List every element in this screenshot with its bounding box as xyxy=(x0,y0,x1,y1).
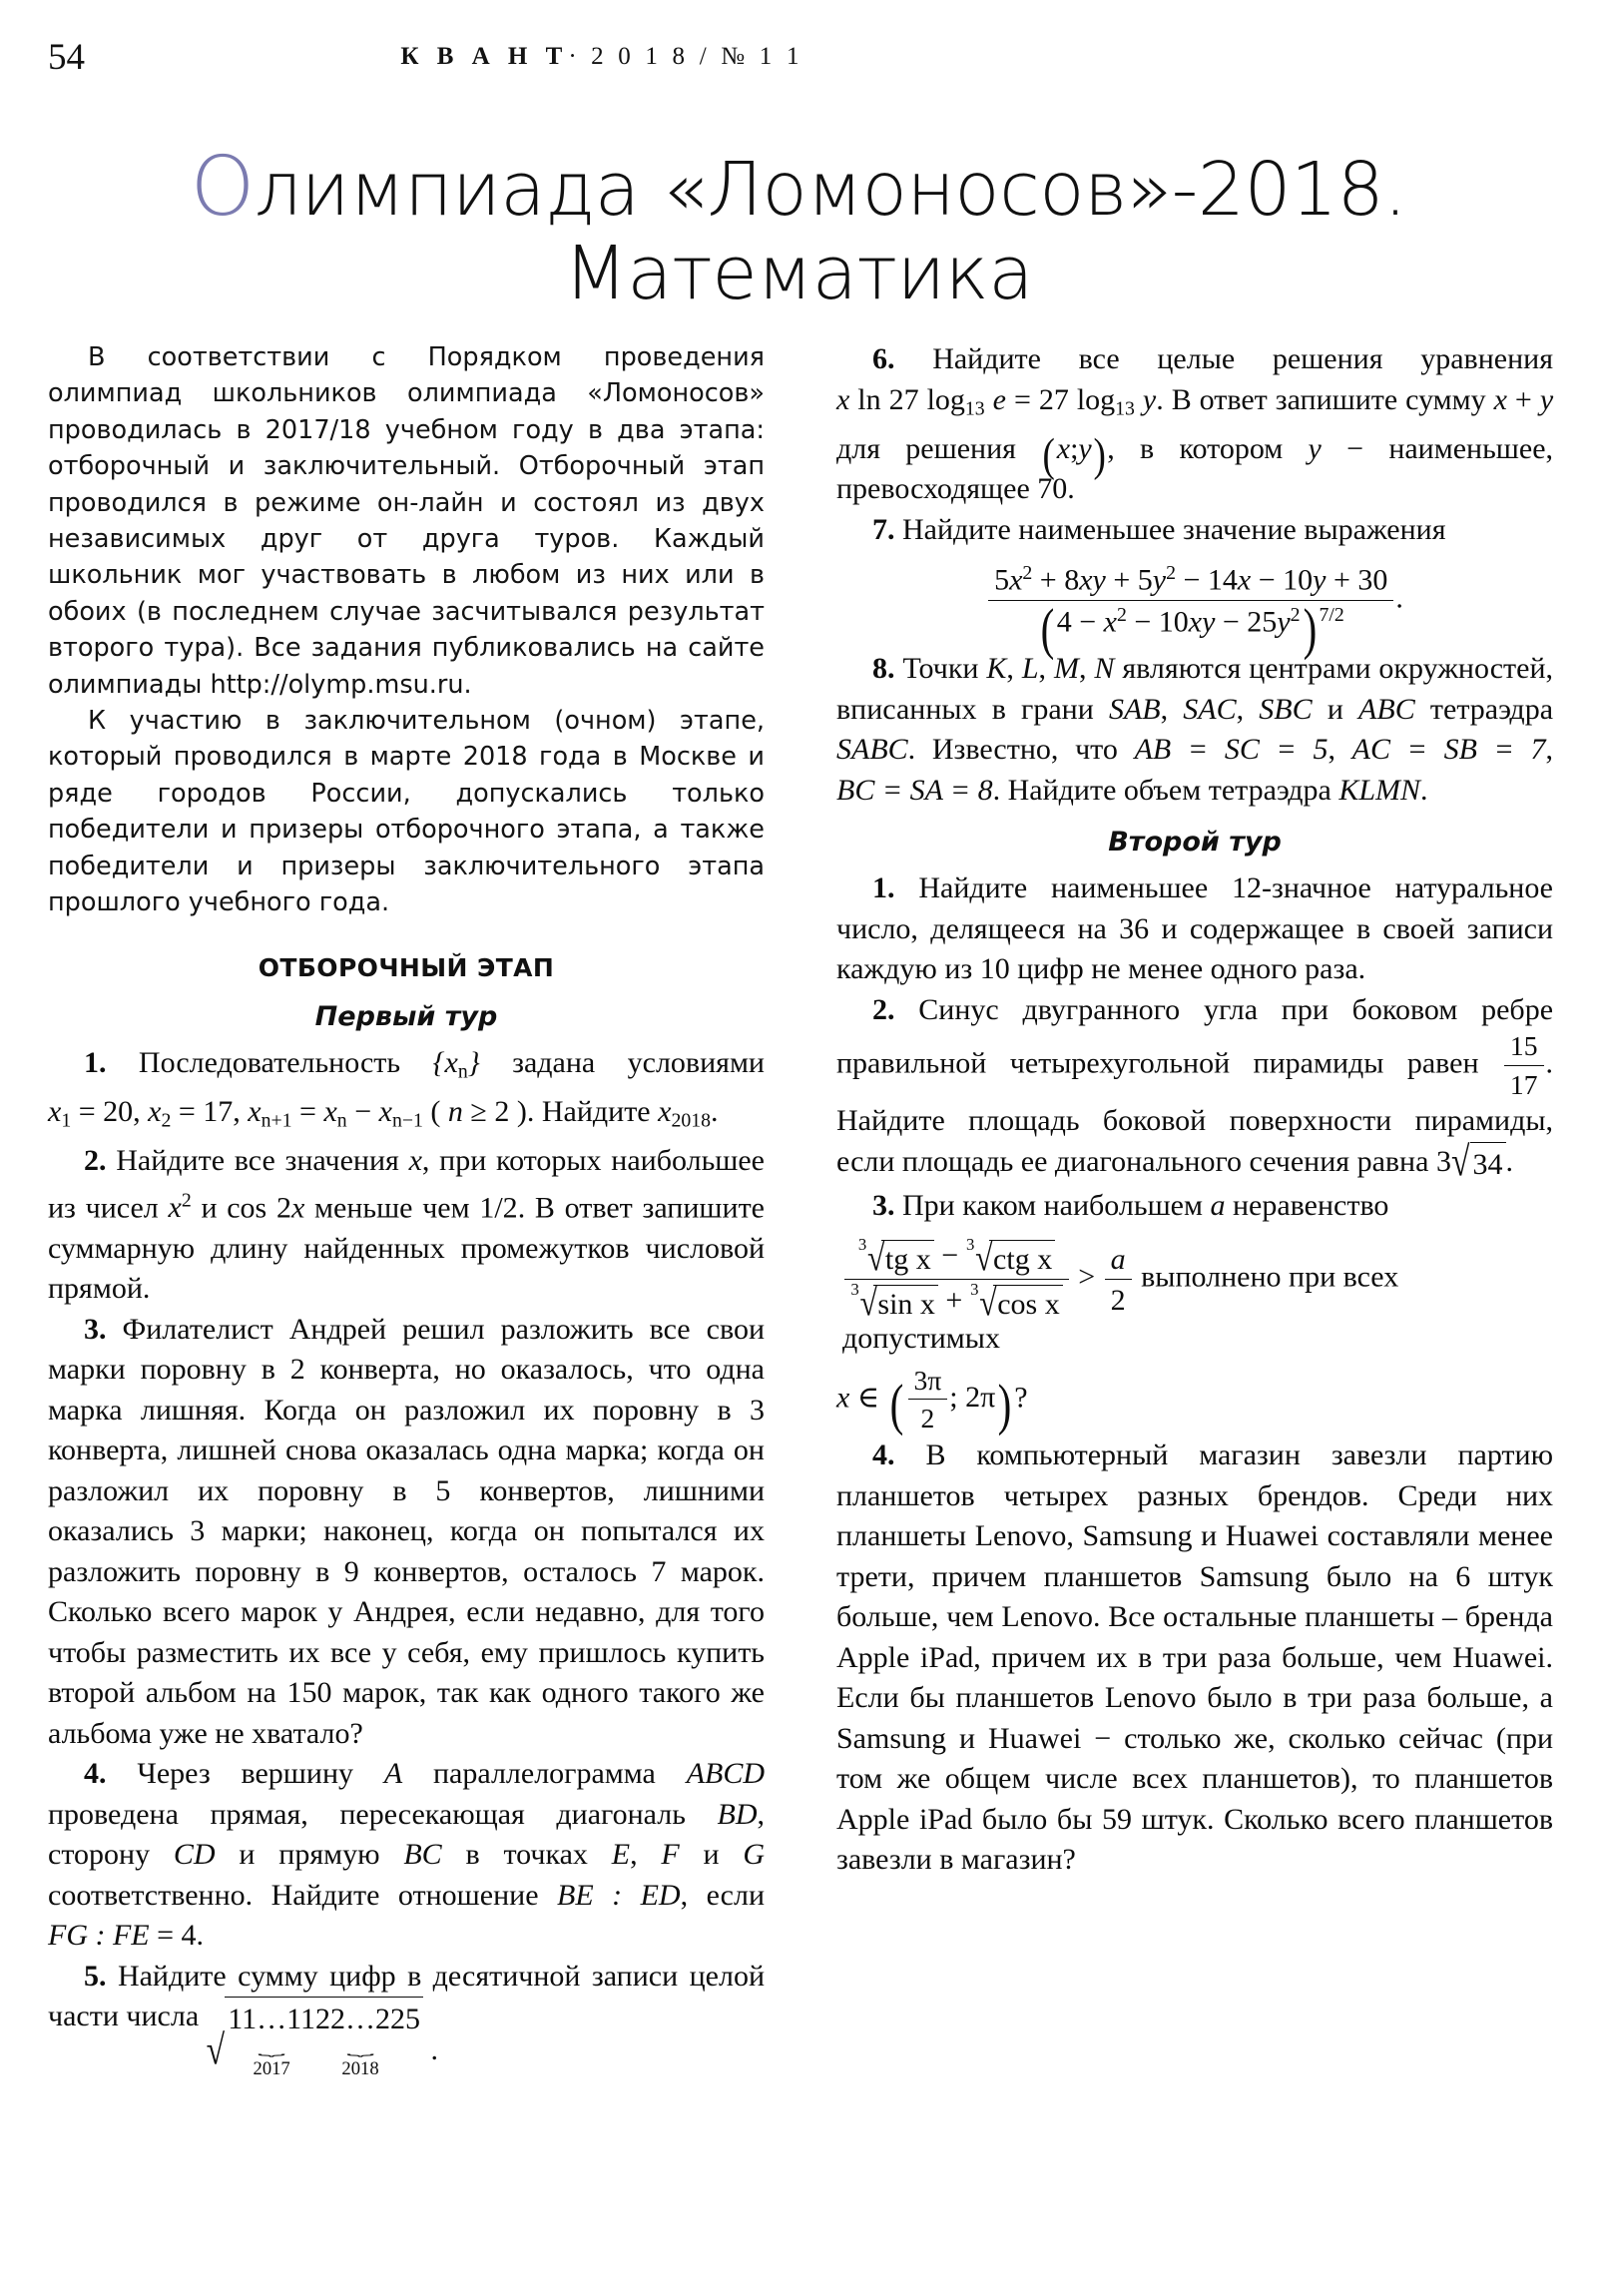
math-var-a: a xyxy=(1210,1188,1226,1222)
fraction-denominator: 2 xyxy=(1105,1279,1132,1318)
math-point-k: K xyxy=(986,652,1007,686)
minus-sign: − xyxy=(941,1239,959,1273)
problem-text: и xyxy=(703,1838,720,1872)
problem-text: ? xyxy=(1014,1381,1028,1415)
fraction-p7 xyxy=(988,562,1393,662)
math-bd: BD xyxy=(717,1797,758,1831)
problem-text: в точках xyxy=(465,1838,588,1872)
problem-text: . Найдите площадь боковой поверхности пирамиды, если площадь ее диагонального сечения равна xyxy=(836,1046,1553,1178)
radical-icon: √ xyxy=(975,1237,993,1279)
math-recurrence: $x_{n+1} = x_n - x_{n-1}$ xyxy=(248,1094,423,1132)
problem-text: . xyxy=(1420,773,1428,807)
display-math-p7 xyxy=(836,562,1553,662)
problem-text: Найдите все целые решения уравнения xyxy=(932,342,1553,375)
problem-t1-7 xyxy=(836,510,1553,551)
problem-t1-1: 1. Последовательность $\{x_n\}$ задана условиями $x_1 = 20$, $x_2 = 17$, $x_{n+1} = x_n - x_{n-1}$ ( n ≥ 2 ). Найдите $x_{2018}$. xyxy=(48,1045,765,1132)
problem-text: Последовательность xyxy=(138,1045,401,1079)
column-left xyxy=(48,339,765,2108)
heading-stage: ОТБОРОЧНЫЙ ЭТАП xyxy=(258,952,555,982)
problem-text: , при которых наибольшее из чисел xyxy=(48,1143,765,1225)
math-var-x: x xyxy=(408,1143,422,1177)
problem-text: Через вершину xyxy=(137,1757,354,1791)
math-tetra-klmn: KLMN xyxy=(1338,773,1421,807)
math-answer-var: $x_{2018}$ xyxy=(658,1094,712,1132)
math-edge-eq-3: BC = SA = 8 xyxy=(836,773,993,807)
problem-text: . xyxy=(1505,1144,1514,1178)
title-line1: лимпиада «Ломоносов»-2018. xyxy=(254,146,1407,233)
math-point-a: A xyxy=(383,1757,403,1791)
problem-t2-1 xyxy=(836,868,1553,990)
problem-number: 2. xyxy=(872,992,895,1026)
twos-digits: 22…22 xyxy=(315,2003,406,2036)
math-face-sab: SAB xyxy=(1108,692,1161,726)
problem-text: . xyxy=(430,2033,439,2067)
cube-root-ctg xyxy=(965,1234,1056,1279)
fraction-sine-value xyxy=(1504,1030,1544,1101)
problem-text: . Найдите xyxy=(526,1094,651,1128)
radicand: 34 xyxy=(1470,1142,1506,1186)
radical-icon: √ xyxy=(206,2027,226,2074)
problem-number: 5. xyxy=(84,1959,107,1993)
intro-paragraph-2 xyxy=(48,703,765,920)
fraction-numerator: $5x^2 + 8xy + 5y^2 - 14x - 10y + 30$ xyxy=(994,562,1388,597)
problem-text: . В ответ запишите сумму xyxy=(1156,382,1486,416)
radicand: sin x xyxy=(873,1285,938,1322)
problem-text: тетраэдра xyxy=(1429,692,1554,726)
fraction-denominator: 2 xyxy=(908,1399,948,1435)
radicand xyxy=(225,1997,423,2108)
problem-number: 6. xyxy=(872,342,895,375)
problem-text: проведена прямая, пересекающая диагональ xyxy=(48,1797,686,1831)
problem-t1-6 xyxy=(836,339,1553,510)
math-interval: ( $\frac{3\pi}{2}$ ; 2π) xyxy=(889,1364,1012,1437)
problem-number: 2. xyxy=(84,1143,107,1177)
problem-text: В компьютерный магазин завезли партию планшетов четырех разных брендов. Среди них планшеты Lenovo, Samsung и Huawei составляли менее трети, причем планшетов Samsung было на 6 штук больше, чем Lenovo. Все остальные планшеты – бренда Apple iPad, причем их в три раза больше, чем Huawei. Если бы планшетов Lenovo было в три раза больше, а Samsung и Huawei − столько же, сколько сейчас (при том же общем числе всех планшетов), то планшетов Apple iPad было бы 59 штук. Сколько всего планшетов завезли в магазин? xyxy=(836,1438,1554,1877)
cube-root-sin xyxy=(850,1279,938,1324)
problem-text: и xyxy=(201,1191,218,1225)
math-period: . xyxy=(1395,581,1403,615)
problem-text: и прямую xyxy=(239,1838,380,1872)
problem-text: меньше чем xyxy=(314,1191,470,1225)
sqrt-symbol-group xyxy=(207,1997,423,2108)
problem-t1-3 xyxy=(48,1310,765,1755)
radical-icon: √ xyxy=(866,1237,885,1279)
problem-t1-5 xyxy=(48,1957,765,2109)
problem-t1-2 xyxy=(48,1141,765,1310)
math-ratio-value: = 4. xyxy=(157,1919,205,1953)
fraction-exponent: 7/2 xyxy=(1319,603,1344,626)
root-index: 3 xyxy=(965,1234,975,1254)
radicand: cos x xyxy=(993,1285,1063,1322)
cube-root-tg xyxy=(857,1234,934,1279)
math-nested-radical xyxy=(207,1997,438,2108)
math-equation-p6: x ln 27 $\log_{13} e = 27$ $\log_{13} y$ xyxy=(836,382,1157,420)
problem-number: 1. xyxy=(84,1045,107,1079)
math-face-abc: ABC xyxy=(1358,692,1415,726)
comparison-operator: > xyxy=(1078,1261,1096,1295)
math-bc: BC xyxy=(403,1838,442,1872)
twos-count: 2018 xyxy=(341,2057,379,2079)
problem-text: задана условиями xyxy=(512,1045,765,1079)
math-abcd: ABCD xyxy=(686,1757,766,1791)
problem-text: , сторону xyxy=(48,1797,765,1872)
fraction-3pi-over-2 xyxy=(908,1365,948,1435)
math-point-g: G xyxy=(743,1838,766,1872)
problem-text: , если xyxy=(680,1878,765,1912)
column-right xyxy=(836,339,1553,1881)
problem-text: и xyxy=(1327,692,1343,726)
page-folio: 54 xyxy=(48,37,85,78)
underbrace-icon: ⏟ xyxy=(346,2039,374,2056)
journal-issue: 2 0 1 8 / № 1 1 xyxy=(591,43,803,70)
math-sequence: $\{x_n\}$ xyxy=(432,1045,480,1083)
fraction-numerator xyxy=(844,1234,1069,1279)
math-edge-eq-1: AB = SC = 5 xyxy=(1134,733,1329,767)
problem-text: являются центрами окружностей, вписанных в грани xyxy=(836,652,1554,726)
problem-text: Найдите все значения xyxy=(116,1143,399,1177)
problem-number: 8. xyxy=(872,652,895,686)
math-point-m: M xyxy=(1053,652,1079,686)
inline-text-after-fraction: выполнено при всех допустимых xyxy=(842,1261,1399,1355)
problem-text: При каком наибольшем xyxy=(902,1188,1203,1222)
problem-text: Найдите наименьшее 12-значное натуральное число, делящееся на 36 и содержащее в своей записи каждую из 10 цифр не менее одного раза. xyxy=(836,871,1553,986)
underbrace-icon: ⏟ xyxy=(258,2039,285,2056)
radicand: tg x xyxy=(881,1240,934,1277)
problem-text: . В ответ запишите суммарную длину найденных промежутков числовой прямой. xyxy=(48,1191,765,1306)
root-index: 3 xyxy=(857,1234,867,1254)
trailing-digit: 5 xyxy=(405,2003,421,2036)
math-face-sac: SAC xyxy=(1183,692,1237,726)
problem-t2-3-tail xyxy=(836,1365,1553,1435)
fraction-denominator xyxy=(844,1279,1069,1322)
math-cos2x: cos 2x xyxy=(227,1191,305,1225)
journal-line xyxy=(48,40,1156,74)
math-var-y: y xyxy=(1308,431,1322,465)
display-math-p3-t2 xyxy=(842,1234,1553,1355)
problem-number: 7. xyxy=(872,512,895,546)
running-head xyxy=(48,36,1549,82)
fraction-a-over-2 xyxy=(1105,1242,1132,1319)
root-index: 3 xyxy=(970,1279,979,1299)
radical-icon: √ xyxy=(859,1282,877,1324)
math-tetra-sabc: SABC xyxy=(836,733,908,767)
math-edge-eq-2: AC = SB = 7 xyxy=(1351,733,1546,767)
problem-t2-2 xyxy=(836,990,1553,1186)
ones-count: 2017 xyxy=(253,2057,290,2079)
intro-paragraph-1 xyxy=(48,339,765,703)
radical-icon: √ xyxy=(1450,1139,1470,1186)
problem-text: Синус двугранного угла при боковом ребре правильной четырехугольной пирамиды равен xyxy=(836,992,1554,1080)
problem-text: неравенство xyxy=(1232,1188,1389,1222)
math-sum-xy: x + y xyxy=(1493,382,1554,416)
journal-separator: · xyxy=(568,43,581,70)
math-point-e: E xyxy=(611,1838,631,1872)
intro-text-1: В соответствии с Порядком проведения олимпиад школьников олимпиада «Ломоносов» проводилась в 2017/18 учебном году в два этапа: отборочный и заключительный. Отборочный этап проводился в режиме он-лайн и состоял из двух независимых друг от друга туров. Каждый школьник мог участвовать в любом из них или в обоих (в последнем случае засчитывался результат второго тура). Все задания публиковались на сайте олимпиады http://olymp.msu.ru. xyxy=(48,342,765,700)
math-point-n: N xyxy=(1094,652,1115,686)
math-face-sbc: SBC xyxy=(1259,692,1313,726)
radical-icon: √ xyxy=(979,1282,997,1324)
math-condition: ( n ≥ 2 ) xyxy=(430,1094,527,1128)
problem-number: 1. xyxy=(872,871,895,905)
problem-text: Филателист Андрей решил разложить все свои марки поровну в 2 конверта, но оказалось, что одна марка лишняя. Когда он разложил их поровну в 3 конверта, лишней снова оказалась одна марка; когда он разложил их поровну в 5 конвертов, лишними оказались 3 марки; наконец, когда он попытался их разложить поровну в 9 конвертов, осталось 7 марок. Сколько всего марок у Андрея, если недавно, для того чтобы разместить их все у себя, ему пришлось купить второй альбом на 150 марок, так как одного такого же альбома уже не хватало? xyxy=(48,1312,765,1750)
problem-t1-4: 4. Через вершину A параллелограмма ABCD проведена прямая, пересекающая диагональ BD, сторону CD и прямую BC в точках E, F и G соответственно. Найдите отношение BE : ED, если FG : FE = 4. xyxy=(48,1757,766,1953)
radicand: ctg x xyxy=(989,1240,1055,1277)
intro-text-2: К участию в заключительном (очном) этапе, который проводился в марте 2018 года в Москве и ряде городов России, допускались только победители и призеры отборочного этапа, а также победители и призеры заключительного этапа прошлого учебного года. xyxy=(48,706,765,918)
math-x2: $x_2 = 17$ xyxy=(148,1094,234,1132)
plus-sign: + xyxy=(945,1284,963,1318)
cube-root-cos xyxy=(970,1279,1063,1324)
problem-number: 3. xyxy=(84,1312,107,1346)
math-ratio-fg-fe: FG : FE xyxy=(48,1919,150,1953)
root-index: 3 xyxy=(850,1279,859,1299)
heading-tour-1: Первый тур xyxy=(314,1000,498,1032)
title-line2: Математика xyxy=(563,230,1034,316)
math-point-f: F xyxy=(661,1838,680,1872)
math-ratio-be-ed: BE : ED xyxy=(557,1878,681,1912)
math-pair-xy: (x;y) xyxy=(1042,429,1106,481)
math-cd: CD xyxy=(173,1838,216,1872)
problem-text: параллелограмма xyxy=(433,1757,656,1791)
ones-digits: 11…11 xyxy=(228,2003,316,2036)
fraction-denominator: $(4 - x^2 - 10xy - 25y^2)$ $^{7/2}$ xyxy=(988,600,1393,640)
problem-text: , в котором xyxy=(1107,431,1284,465)
problem-text: . xyxy=(711,1094,719,1128)
problem-text: Точки xyxy=(902,652,979,686)
problem-t2-4 xyxy=(836,1435,1553,1881)
interval-upper: ; 2π xyxy=(949,1381,996,1415)
fraction-numerator: a xyxy=(1110,1242,1126,1276)
sqrt-symbol-group xyxy=(1450,1139,1506,1186)
problem-number: 4. xyxy=(84,1757,107,1791)
math-x-in: x ∈ xyxy=(836,1381,880,1415)
trailing-digit-group xyxy=(405,2000,420,2070)
problem-number: 3. xyxy=(872,1188,895,1222)
fraction-numerator: 15 xyxy=(1509,1030,1538,1062)
fraction-numerator: 3π xyxy=(913,1364,942,1396)
math-three-sqrt34: 3 √ 34 xyxy=(1436,1145,1506,1178)
journal-name: К В А Н Т xyxy=(400,43,569,70)
problem-number: 4. xyxy=(872,1438,895,1472)
underbrace-twos xyxy=(315,2000,405,2108)
problem-text: Найдите наименьшее значение выражения xyxy=(902,512,1446,546)
heading-tour-2: Второй тур xyxy=(1108,827,1282,859)
fraction-denominator: 17 xyxy=(1504,1065,1544,1102)
problem-text: . Найдите объем тетраэдра xyxy=(992,773,1331,807)
underbrace-ones xyxy=(228,2000,315,2108)
problem-text: Найдите сумму цифр в десятичной записи целой части числа xyxy=(48,1959,765,2033)
problem-t1-8: 8. Точки K, L, M, N являются центрами окружностей, вписанных в грани SAB, SAC, SBC и ABC тетраэдра SABC. Известно, что AB = SC = 5, AC = SB = 7, BC = SA = 8. Найдите объем тетраэдра KLMN. xyxy=(836,652,1554,807)
fraction-trig xyxy=(844,1234,1069,1324)
page-title xyxy=(70,139,1527,316)
math-x-squared: $x^2$ xyxy=(168,1190,192,1225)
problem-t2-3 xyxy=(836,1186,1553,1227)
problem-text: для решения xyxy=(836,431,1016,465)
problem-text: − наименьшее, превосходящее 70. xyxy=(836,431,1554,506)
math-half: 1/2 xyxy=(479,1191,518,1225)
math-point-l: L xyxy=(1021,652,1039,686)
problem-text: . Известно, что xyxy=(907,733,1118,767)
math-x1: $x_1 = 20$ xyxy=(48,1094,134,1132)
problem-text: соответственно. Найдите отношение xyxy=(48,1878,539,1912)
title-drop-cap: О xyxy=(190,139,255,235)
